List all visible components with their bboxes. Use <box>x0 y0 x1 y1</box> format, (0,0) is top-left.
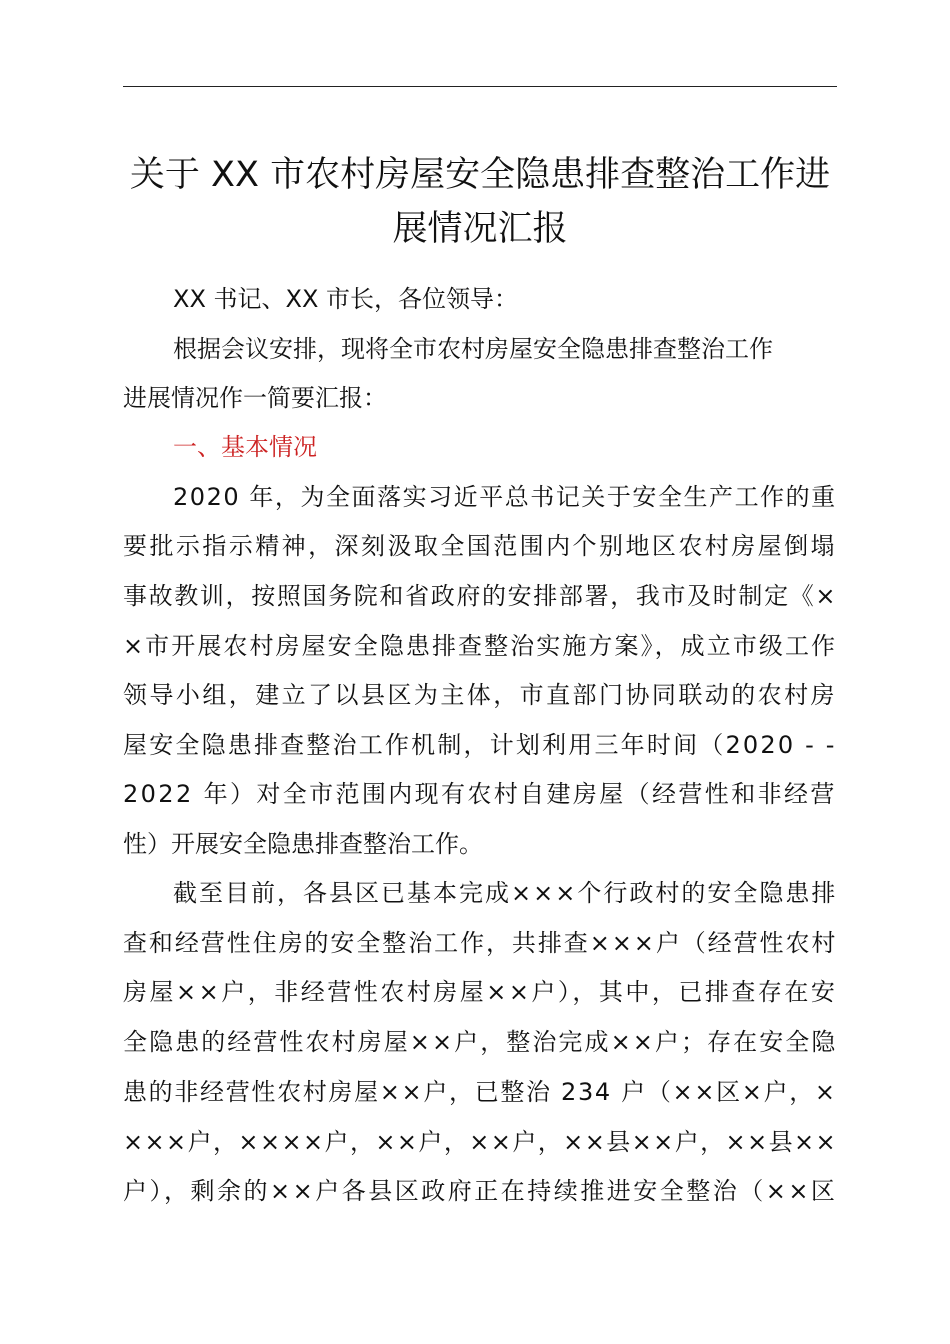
paragraph-line: 房屋××户，非经营性农村房屋××户），其中，已排查存在安 <box>123 978 838 1006</box>
section-heading: 一、基本情况 <box>173 433 317 461</box>
paragraph-line: 要批示指示精神，深刻汲取全国范围内个别地区农村房屋倒塌 <box>123 532 837 560</box>
document-title <box>123 148 837 256</box>
intro-line: 根据会议安排，现将全市农村房屋安全隐患排查整治工作 <box>173 335 773 363</box>
paragraph-line: 户），剩余的××户各县区政府正在持续推进安全整治（××区 <box>123 1177 838 1205</box>
salutation: XX 书记、XX 市长，各位领导： <box>173 285 519 313</box>
header-rule <box>123 86 837 87</box>
paragraph-line: ×市开展农村房屋安全隐患排查整治实施方案》，成立市级工作 <box>123 632 838 660</box>
paragraph-line: 全隐患的经营性农村房屋××户，整治完成××户；存在安全隐 <box>123 1028 838 1056</box>
paragraph-line: 截至目前，各县区已基本完成×××个行政村的安全隐患排 <box>173 879 838 907</box>
paragraph-line: 2020 年，为全面落实习近平总书记关于安全生产工作的重 <box>173 483 837 511</box>
paragraph-line: 查和经营性住房的安全整治工作，共排查×××户（经营性农村 <box>123 929 838 957</box>
paragraph-line: 领导小组，建立了以县区为主体，市直部门协同联动的农村房 <box>123 681 837 709</box>
paragraph-line: ×××户，××××户，××户，××户，××县××户，××县×× <box>123 1128 838 1156</box>
title-line: 展情况汇报 <box>392 209 568 249</box>
paragraph-line: 2022 年）对全市范围内现有农村自建房屋（经营性和非经营 <box>123 780 837 808</box>
intro-line: 进展情况作一简要汇报： <box>123 384 387 412</box>
title-line: 关于 XX 市农村房屋安全隐患排查整治工作进 <box>129 155 831 195</box>
paragraph-line: 患的非经营性农村房屋××户，已整治 234 户（××区×户，× <box>123 1078 837 1106</box>
paragraph-line: 屋安全隐患排查整治工作机制，计划利用三年时间（2020 - - <box>123 731 837 759</box>
paragraph-line: 事故教训，按照国务院和省政府的安排部署，我市及时制定《× <box>123 582 838 610</box>
paragraph-line: 性）开展安全隐患排查整治工作。 <box>123 830 483 858</box>
